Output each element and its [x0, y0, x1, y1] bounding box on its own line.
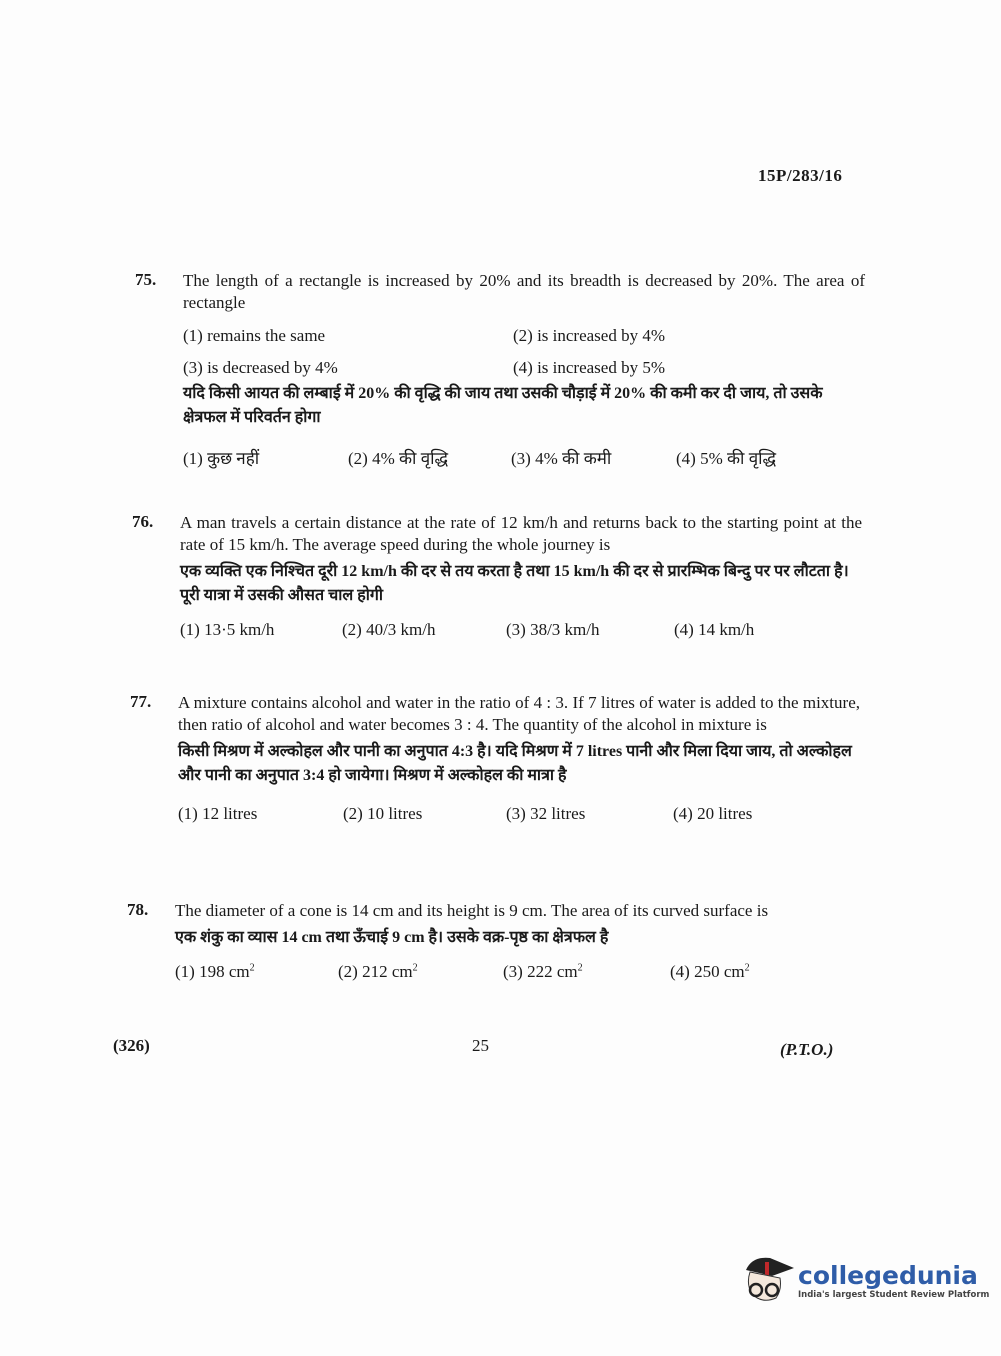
option: (2) 40/3 km/h	[342, 620, 436, 639]
question-75	[135, 270, 865, 469]
question-text: A man travels a certain distance at the rate of 12 km/h and returns back to the starting point at the rate of 15 km/h. The average speed during the whole journey is	[180, 513, 862, 554]
question-text: The length of a rectangle is increased by 20% and its breadth is decreased by 20%. The area of rectangle	[183, 271, 865, 312]
hindi-text: एक शंकु का व्यास 14 cm तथा ऊँचाई 9 cm है। उसके वक्र-पृष्ठ का क्षेत्रफल है	[175, 929, 609, 946]
footer-code: (326)	[113, 1036, 150, 1055]
option: (2) is increased by 4%	[513, 326, 666, 345]
option: (4) 5% की वृद्धि	[676, 449, 777, 468]
option: (1) कुछ नहीं	[183, 449, 260, 468]
hindi-text: किसी मिश्रण में अल्कोहल और पानी का अनुपात 4:3 है। यदि मिश्रण में 7 litres पानी और मिला दिया जाय, तो अल्कोहल और पानी का अनुपात 3:4 हो जायेगा। मिश्रण में अल्कोहल की मात्रा है	[178, 743, 852, 784]
question-number: 75.	[135, 270, 157, 289]
paper-code: 15P/283/16	[758, 166, 843, 185]
option: (3) 38/3 km/h	[506, 620, 600, 639]
option: (4) is increased by 5%	[513, 358, 666, 377]
pto-label: (P.T.O.)	[780, 1040, 834, 1059]
option: (2) 212 $cm^2$	[338, 962, 418, 981]
options	[180, 620, 862, 640]
options	[175, 962, 857, 982]
question-number: 77.	[130, 692, 152, 711]
options	[183, 326, 865, 378]
option: (3) 222 $cm^2$	[503, 962, 583, 981]
option: (1) remains the same	[183, 326, 326, 345]
options	[178, 804, 860, 824]
option: (3) is decreased by 4%	[183, 358, 338, 377]
hindi-options	[183, 446, 865, 469]
option: (2) 10 litres	[343, 804, 423, 823]
option: (3) 32 litres	[506, 804, 586, 823]
logo-name: collegedunia	[798, 1260, 978, 1290]
collegedunia-logo	[742, 1250, 989, 1310]
question-text: A mixture contains alcohol and water in the ratio of 4 : 3. If 7 litres of water is added to the mixture, then ratio of alcohol and water becomes 3 : 4. The quantity of the alcohol in mixture is	[178, 693, 860, 734]
question-77	[130, 692, 860, 824]
question-number: 78.	[127, 900, 149, 919]
option: (4) 14 km/h	[674, 620, 755, 639]
hindi-text: यदि किसी आयत की लम्बाई में 20% की वृद्धि की जाय तथा उसकी चौड़ाई में 20% की कमी कर दी जाय, तो उसके क्षेत्रफल में परिवर्तन होगा	[183, 385, 823, 426]
option: (4) 20 litres	[673, 804, 753, 823]
mascot-icon	[742, 1250, 798, 1310]
question-text: The diameter of a cone is 14 cm and its height is 9 cm. The area of its curved surface is	[175, 901, 769, 920]
option: (1) 13·5 km/h	[180, 620, 275, 639]
question-76	[132, 512, 862, 640]
option: (1) 12 litres	[178, 804, 258, 823]
question-78	[127, 900, 857, 982]
option: (3) 4% की कमी	[511, 449, 612, 468]
option: (1) 198 $cm^2$	[175, 962, 255, 981]
option: (4) 250 $cm^2$	[670, 962, 750, 981]
question-number: 76.	[132, 512, 154, 531]
hindi-text: एक व्यक्ति एक निश्चित दूरी 12 km/h की दर से तय करता है तथा 15 km/h की दर से प्रारम्भिक बिन्दु पर पर लौटता है। पूरी यात्रा में उसकी औसत चाल होगी	[180, 563, 849, 604]
logo-tagline: India's largest Student Review Platform	[798, 1289, 990, 1300]
option: (2) 4% की वृद्धि	[348, 449, 449, 468]
page-number: 25	[472, 1036, 489, 1055]
